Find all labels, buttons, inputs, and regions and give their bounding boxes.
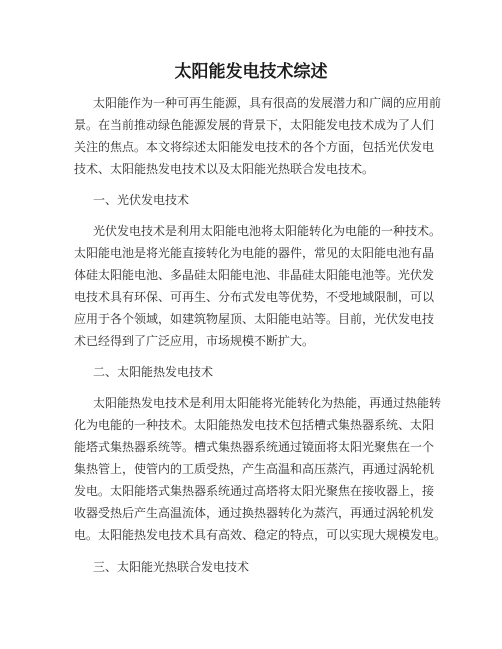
section-heading: 一、光伏发电技术 [93,193,190,207]
section-line: 发电。太阳能塔式集热器系统通过高塔将太阳光聚焦在接收器上，接 [74,484,435,498]
section-heading: 三、太阳能光热联合发电技术 [93,560,250,574]
section-line: 收器受热后产生高温流体，通过换热器转化为蒸汽，再通过涡轮机发 [74,506,435,520]
section-line: 化为电能的一种技术。太阳能热发电技术包括槽式集热器系统、太阳 [74,418,435,432]
section-line: 应用于各个领域，如建筑物屋顶、太阳能电站等。目前，光伏发电技 [74,312,435,326]
section-line: 体硅太阳能电池、多晶硅太阳能电池、非晶硅太阳能电池等。光伏发 [74,268,435,282]
intro-line: 关注的焦点。本文将综述太阳能发电技术的各个方面，包括光伏发电 [74,140,435,154]
section-line: 太阳能电池是将光能直接转化为电能的器件，常见的太阳能电池有晶 [74,246,435,260]
section-line: 光伏发电技术是利用太阳能电池将太阳能转化为电能的一种技术。 [93,224,442,238]
intro-line: 景。在当前推动绿色能源发展的背景下，太阳能发电技术成为了人们 [74,118,435,132]
section-line: 集热管上，使管内的工质受热，产生高温和高压蒸汽，再通过涡轮机 [74,462,435,476]
section-line: 电。太阳能热发电技术具有高效、稳定的特点，可以实现大规模发电。 [74,528,447,542]
section-line: 能塔式集热器系统等。槽式集热器系统通过镜面将太阳光聚焦在一个 [74,440,435,454]
section-heading: 二、太阳能热发电技术 [93,365,214,379]
section-line: 电技术具有环保、可再生、分布式发电等优势，不受地域限制，可以 [74,290,435,304]
intro-line: 太阳能作为一种可再生能源，具有很高的发展潜力和广阔的应用前 [93,96,442,110]
document-title: 太阳能发电技术综述 [174,62,328,82]
section-line: 术已经得到了广泛应用，市场规模不断扩大。 [74,334,315,348]
intro-line: 技术、太阳能热发电技术以及太阳能光热联合发电技术。 [74,162,375,176]
section-line: 太阳能热发电技术是利用太阳能将光能转化为热能，再通过热能转 [93,396,442,410]
